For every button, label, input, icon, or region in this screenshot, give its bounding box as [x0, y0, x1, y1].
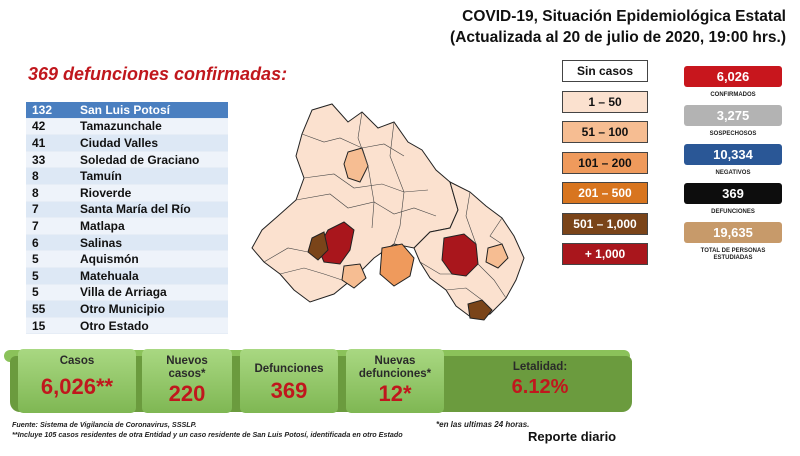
- table-row: [26, 251, 228, 268]
- legend-item: 501 – 1,000: [562, 213, 648, 235]
- card-nuevas-defunciones-label: Nuevas defunciones*: [358, 355, 432, 380]
- footer-notes: [12, 420, 403, 440]
- card-letalidad-label: Letalidad:: [512, 361, 568, 373]
- title-line-2: (Actualizada al 20 de julio de 2020, 19:00 hrs.): [450, 29, 786, 46]
- table-row: [26, 185, 228, 202]
- stat-label: CONFIRMADOS: [710, 92, 756, 98]
- muni-count: 41: [32, 135, 46, 150]
- card-casos: [18, 349, 136, 413]
- table-row: [26, 268, 228, 285]
- muni-count: 8: [32, 185, 39, 200]
- municipality-deaths-table: [26, 102, 228, 334]
- muni-name: Matehuala: [80, 268, 139, 283]
- table-row: [26, 202, 228, 219]
- page-title: [450, 6, 786, 48]
- legend: [562, 60, 648, 274]
- legend-item: Sin casos: [562, 60, 648, 82]
- muni-name: Tamuín: [80, 169, 122, 184]
- deaths-heading: 369 defunciones confirmadas:: [28, 64, 288, 84]
- stat-label: TOTAL DE PERSONAS ESTUDIADAS: [700, 248, 766, 261]
- muni-count: 8: [32, 169, 39, 184]
- stat-label: SOSPECHOSOS: [709, 131, 757, 137]
- stat-label: DEFUNCIONES: [711, 209, 755, 215]
- card-defunciones-value: 369: [270, 378, 308, 403]
- muni-count: 33: [32, 152, 46, 167]
- stat-value-sospechosos: 3,275: [684, 105, 782, 126]
- muni-name: Matlapa: [80, 218, 125, 233]
- legend-item: 201 – 500: [562, 182, 648, 204]
- footer-nota: **Incluye 105 casos residentes de otra Entidad y un caso residente de San Luis Potosí, identificada en otro Estado: [12, 430, 403, 439]
- muni-name: Otro Estado: [80, 318, 149, 333]
- table-row: [26, 135, 228, 152]
- muni-name: Rioverde: [80, 185, 132, 200]
- muni-count: 15: [32, 318, 46, 333]
- card-nuevos-casos-value: 220: [168, 381, 206, 406]
- card-letalidad-value: 6.12%: [511, 376, 569, 398]
- footer-ultimas-24h: *en las ultimas 24 horas.: [436, 420, 530, 429]
- card-defunciones-label: Defunciones: [254, 363, 324, 375]
- muni-count: 7: [32, 218, 39, 233]
- muni-name: Tamazunchale: [80, 119, 162, 134]
- table-row: [26, 218, 228, 235]
- table-row: [26, 102, 228, 119]
- table-row: [26, 152, 228, 169]
- table-row: [26, 235, 228, 252]
- muni-name: Villa de Arriaga: [80, 285, 167, 300]
- muni-count: 7: [32, 202, 39, 217]
- table-row: [26, 318, 228, 335]
- table-row: [26, 301, 228, 318]
- reporte-diario: Reporte diario: [528, 429, 617, 444]
- stats-panel: [684, 66, 782, 268]
- muni-count: 132: [32, 102, 53, 117]
- title-line-1: COVID-19, Situación Epidemiológica Estatal: [462, 8, 786, 25]
- muni-count: 5: [32, 252, 39, 267]
- stat-value-total: 19,635: [684, 222, 782, 243]
- footer-fuente: Fuente: Sistema de Vigilancia de Coronavirus, SSSLP.: [12, 420, 197, 429]
- muni-name: Soledad de Graciano: [80, 152, 200, 167]
- card-nuevos-casos: [142, 349, 232, 413]
- muni-name: San Luis Potosí: [80, 102, 171, 117]
- stat-label: NEGATIVOS: [715, 170, 751, 176]
- muni-name: Aquismón: [80, 252, 139, 267]
- legend-item: 1 – 50: [562, 91, 648, 113]
- card-defunciones: [240, 349, 338, 413]
- muni-name: Santa María del Río: [80, 202, 191, 217]
- table-row: [26, 119, 228, 136]
- table-row: [26, 285, 228, 302]
- legend-item: 51 – 100: [562, 121, 648, 143]
- muni-count: 5: [32, 285, 39, 300]
- stat-value-defunciones: 369: [684, 183, 782, 204]
- muni-count: 5: [32, 268, 39, 283]
- legend-item: 101 – 200: [562, 152, 648, 174]
- stat-value-negativos: 10,334: [684, 144, 782, 165]
- muni-name: Ciudad Valles: [80, 135, 159, 150]
- card-casos-value: 6,026**: [40, 374, 114, 399]
- state-map: [244, 98, 528, 326]
- card-nuevos-casos-label: Nuevos casos*: [166, 355, 208, 380]
- card-casos-label: Casos: [59, 355, 95, 367]
- table-row: [26, 168, 228, 185]
- muni-count: 42: [32, 119, 46, 134]
- map-region-rioverde: [380, 244, 414, 286]
- legend-item: + 1,000: [562, 243, 648, 265]
- card-nuevas-defunciones-value: 12*: [378, 381, 412, 406]
- card-nuevas-defunciones: [346, 349, 444, 413]
- card-letalidad: [452, 349, 628, 413]
- stat-value-confirmados: 6,026: [684, 66, 782, 87]
- muni-count: 6: [32, 235, 39, 250]
- muni-count: 55: [32, 301, 46, 316]
- muni-name: Otro Municipio: [80, 301, 165, 316]
- muni-name: Salinas: [80, 235, 123, 250]
